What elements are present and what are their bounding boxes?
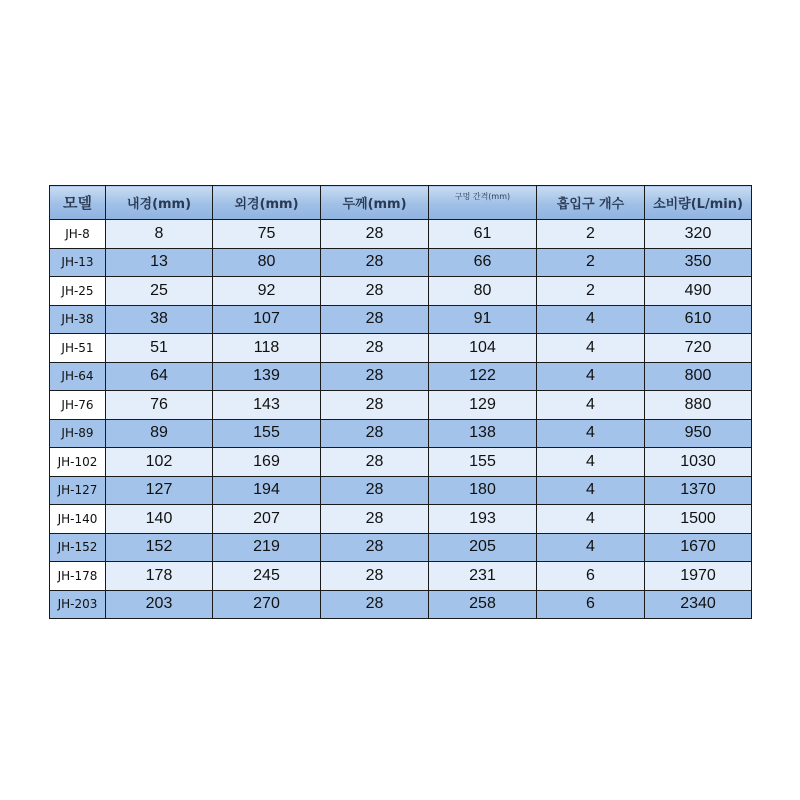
cell-outer-diameter: 219 (213, 533, 321, 562)
cell-model: JH-51 (50, 334, 106, 363)
cell-model: JH-178 (50, 562, 106, 591)
table-row (50, 305, 752, 334)
cell-inner-diameter: 178 (106, 562, 213, 591)
cell-consumption: 1670 (645, 533, 752, 562)
header-model: 모델 (50, 186, 106, 220)
cell-inlet-count: 6 (537, 590, 645, 619)
cell-hole-spacing: 180 (429, 476, 537, 505)
cell-thickness: 28 (321, 220, 429, 249)
cell-thickness: 28 (321, 391, 429, 420)
cell-model: JH-76 (50, 391, 106, 420)
cell-inner-diameter: 152 (106, 533, 213, 562)
cell-model: JH-127 (50, 476, 106, 505)
cell-model: JH-140 (50, 505, 106, 534)
cell-outer-diameter: 80 (213, 248, 321, 277)
cell-model: JH-64 (50, 362, 106, 391)
cell-hole-spacing: 231 (429, 562, 537, 591)
cell-thickness: 28 (321, 533, 429, 562)
cell-thickness: 28 (321, 562, 429, 591)
cell-inner-diameter: 102 (106, 448, 213, 477)
cell-model: JH-13 (50, 248, 106, 277)
cell-model: JH-25 (50, 277, 106, 306)
cell-thickness: 28 (321, 305, 429, 334)
cell-outer-diameter: 75 (213, 220, 321, 249)
spec-table (49, 185, 752, 619)
table-row (50, 391, 752, 420)
cell-consumption: 1500 (645, 505, 752, 534)
cell-outer-diameter: 169 (213, 448, 321, 477)
cell-model: JH-152 (50, 533, 106, 562)
cell-consumption: 1970 (645, 562, 752, 591)
table-header (50, 186, 752, 220)
cell-consumption: 880 (645, 391, 752, 420)
table-row (50, 248, 752, 277)
cell-thickness: 28 (321, 590, 429, 619)
table-row (50, 533, 752, 562)
cell-inlet-count: 4 (537, 362, 645, 391)
cell-thickness: 28 (321, 419, 429, 448)
cell-hole-spacing: 155 (429, 448, 537, 477)
cell-inner-diameter: 8 (106, 220, 213, 249)
cell-inlet-count: 4 (537, 476, 645, 505)
cell-inner-diameter: 127 (106, 476, 213, 505)
cell-outer-diameter: 107 (213, 305, 321, 334)
cell-hole-spacing: 129 (429, 391, 537, 420)
cell-inlet-count: 2 (537, 220, 645, 249)
cell-consumption: 350 (645, 248, 752, 277)
cell-outer-diameter: 245 (213, 562, 321, 591)
cell-outer-diameter: 143 (213, 391, 321, 420)
cell-inner-diameter: 203 (106, 590, 213, 619)
header-hole-spacing: 구멍 간격(mm) (429, 186, 537, 220)
cell-inner-diameter: 51 (106, 334, 213, 363)
cell-inlet-count: 4 (537, 334, 645, 363)
cell-thickness: 28 (321, 505, 429, 534)
cell-hole-spacing: 104 (429, 334, 537, 363)
cell-thickness: 28 (321, 362, 429, 391)
cell-inner-diameter: 76 (106, 391, 213, 420)
cell-hole-spacing: 205 (429, 533, 537, 562)
cell-consumption: 720 (645, 334, 752, 363)
table-row (50, 419, 752, 448)
cell-consumption: 1030 (645, 448, 752, 477)
cell-inner-diameter: 140 (106, 505, 213, 534)
header-consumption: 소비량(L/min) (645, 186, 752, 220)
cell-outer-diameter: 155 (213, 419, 321, 448)
header-outer-diameter: 외경(mm) (213, 186, 321, 220)
cell-inlet-count: 2 (537, 277, 645, 306)
cell-thickness: 28 (321, 334, 429, 363)
cell-consumption: 490 (645, 277, 752, 306)
cell-model: JH-38 (50, 305, 106, 334)
cell-model: JH-102 (50, 448, 106, 477)
cell-outer-diameter: 194 (213, 476, 321, 505)
cell-inlet-count: 4 (537, 448, 645, 477)
table-body (50, 220, 752, 619)
cell-thickness: 28 (321, 476, 429, 505)
cell-inlet-count: 4 (537, 391, 645, 420)
cell-hole-spacing: 61 (429, 220, 537, 249)
cell-outer-diameter: 92 (213, 277, 321, 306)
cell-hole-spacing: 66 (429, 248, 537, 277)
cell-inlet-count: 4 (537, 505, 645, 534)
cell-thickness: 28 (321, 277, 429, 306)
cell-model: JH-89 (50, 419, 106, 448)
table-row (50, 476, 752, 505)
cell-outer-diameter: 118 (213, 334, 321, 363)
cell-inlet-count: 4 (537, 419, 645, 448)
cell-consumption: 950 (645, 419, 752, 448)
cell-inlet-count: 2 (537, 248, 645, 277)
header-inlet-count: 흡입구 개수 (537, 186, 645, 220)
header-inner-diameter: 내경(mm) (106, 186, 213, 220)
cell-consumption: 320 (645, 220, 752, 249)
cell-hole-spacing: 138 (429, 419, 537, 448)
cell-inner-diameter: 64 (106, 362, 213, 391)
cell-inlet-count: 4 (537, 305, 645, 334)
cell-model: JH-8 (50, 220, 106, 249)
cell-model: JH-203 (50, 590, 106, 619)
cell-hole-spacing: 91 (429, 305, 537, 334)
table-row (50, 220, 752, 249)
cell-outer-diameter: 270 (213, 590, 321, 619)
table-row (50, 448, 752, 477)
cell-inner-diameter: 25 (106, 277, 213, 306)
cell-inner-diameter: 38 (106, 305, 213, 334)
cell-inlet-count: 6 (537, 562, 645, 591)
cell-consumption: 2340 (645, 590, 752, 619)
cell-outer-diameter: 139 (213, 362, 321, 391)
table-row (50, 362, 752, 391)
cell-inner-diameter: 13 (106, 248, 213, 277)
cell-consumption: 610 (645, 305, 752, 334)
cell-outer-diameter: 207 (213, 505, 321, 534)
table-row (50, 334, 752, 363)
cell-inner-diameter: 89 (106, 419, 213, 448)
cell-hole-spacing: 122 (429, 362, 537, 391)
cell-hole-spacing: 193 (429, 505, 537, 534)
cell-inlet-count: 4 (537, 533, 645, 562)
cell-hole-spacing: 258 (429, 590, 537, 619)
header-thickness: 두께(mm) (321, 186, 429, 220)
header-row (50, 186, 752, 220)
table-row (50, 505, 752, 534)
cell-hole-spacing: 80 (429, 277, 537, 306)
cell-consumption: 1370 (645, 476, 752, 505)
table-row (50, 590, 752, 619)
cell-consumption: 800 (645, 362, 752, 391)
cell-thickness: 28 (321, 248, 429, 277)
cell-thickness: 28 (321, 448, 429, 477)
table-row (50, 277, 752, 306)
table-row (50, 562, 752, 591)
